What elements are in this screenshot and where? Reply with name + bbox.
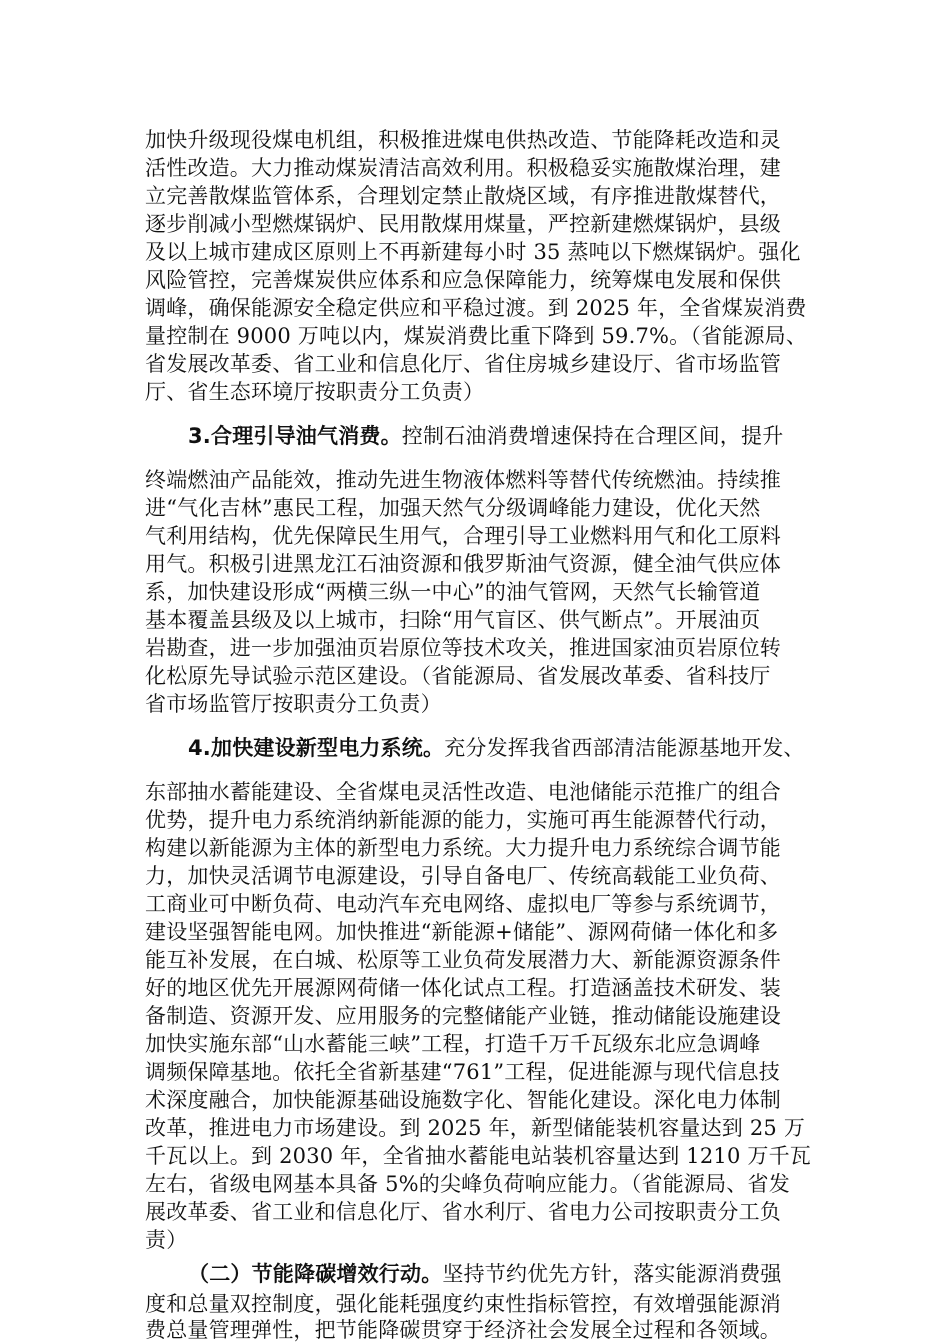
section-3-line: 气利用结构，优先保障民生用气，合理引导工业燃料用气和化工原料 [145,524,781,548]
section-4-line: 建设坚强智能电网。加快推进“新能源+储能”、源网荷储一体化和多 [145,920,779,944]
paragraph-1-line: 及以上城市建成区原则上不再新建每小时 35 蒸吨以下燃煤锅炉。强化 [145,240,801,264]
section-3-line: 用气。积极引进黑龙江石油资源和俄罗斯油气资源，健全油气供应体 [145,552,781,576]
section-2-line: 费总量管理弹性，把节能降碳贯穿于经济社会发展全过程和各领域。 [145,1318,781,1342]
section-4-first-line-text: 充分发挥我省西部清洁能源基地开发、 [444,736,805,760]
section-4-line: 好的地区优先开展源网荷储一体化试点工程。打造涵盖技术研发、装 [145,976,781,1000]
section-4-line: 东部抽水蓄能建设、全省煤电灵活性改造、电池储能示范推广的组合 [145,780,781,804]
section-4-line: 工商业可中断负荷、电动汽车充电网络、虚拟电厂等参与系统调节， [145,892,781,916]
section-2-line: 度和总量双控制度，强化能耗强度约束性指标管控，有效增强能源消 [145,1292,781,1316]
paragraph-1-line: 活性改造。大力推动煤炭清洁高效利用。积极稳妥实施散煤治理，建 [145,156,781,180]
section-4-line: 力，加快灵活调节电源建设，引导自备电厂、传统高载能工业负荷、 [145,864,781,888]
section-3-first-line [188,422,828,450]
section-3-heading: 3.合理引导油气消费。 [188,424,402,448]
section-4-line: 展改革委、省工业和信息化厅、省水利厅、省电力公司按职责分工负 [145,1200,781,1224]
section-4-heading: 4.加快建设新型电力系统。 [188,736,445,760]
section-2-first-line-text: 坚持节约优先方针，落实能源消费强 [442,1262,782,1286]
section-4-line: 加快实施东部“山水蓄能三峡”工程，打造千万千瓦级东北应急调峰 [145,1032,761,1056]
section-4-line: 术深度融合，加快能源基础设施数字化、智能化建设。深化电力体制 [145,1088,781,1112]
section-4-line: 调频保障基地。依托全省新基建“761”工程，促进能源与现代信息技 [145,1060,780,1084]
section-3-line: 进“气化吉林”惠民工程，加强天然气分级调峰能力建设，优化天然 [145,496,761,520]
paragraph-1-line: 加快升级现役煤电机组，积极推进煤电供热改造、节能降耗改造和灵 [145,128,781,152]
section-4-line: 备制造、资源开发、应用服务的完整储能产业链，推动储能设施建设 [145,1004,781,1028]
section-4-line: 左右，省级电网基本具备 5%的尖峰负荷响应能力。（省能源局、省发 [145,1172,790,1196]
paragraph-1-line: 厅、省生态环境厅按职责分工负责） [145,380,485,404]
section-4-line: 能互补发展，在白城、松原等工业负荷发展潜力大、新能源资源条件 [145,948,781,972]
paragraph-1-line: 风险管控，完善煤炭供应体系和应急保障能力，统筹煤电发展和保供 [145,268,781,292]
paragraph-1-line: 省发展改革委、省工业和信息化厅、省住房城乡建设厅、省市场监管 [145,352,781,376]
paragraph-1-line: 逐步削减小型燃煤锅炉、民用散煤用煤量，严控新建燃煤锅炉，县级 [145,212,781,236]
paragraph-1-line: 调峰，确保能源安全稳定供应和平稳过渡。到 2025 年，全省煤炭消费 [145,296,807,320]
section-4-line: 千瓦以上。到 2030 年，全省抽水蓄能电站装机容量达到 1210 万千瓦 [145,1144,811,1168]
section-2-heading: （二）节能降碳增效行动。 [188,1262,443,1286]
section-4-line: 改革，推进电力市场建设。到 2025 年，新型储能装机容量达到 25 万 [145,1116,806,1140]
section-3-line: 省市场监管厅按职责分工负责） [145,692,442,716]
section-4-line: 构建以新能源为主体的新型电力系统。大力提升电力系统综合调节能 [145,836,781,860]
section-3-line: 终端燃油产品能效，推动先进生物液体燃料等替代传统燃油。持续推 [145,468,781,492]
section-3-line: 岩勘查，进一步加强油页岩原位等技术攻关，推进国家油页岩原位转 [145,636,781,660]
section-3-line: 系，加快建设形成“两横三纵一中心”的油气管网，天然气长输管道 [145,580,761,604]
section-3-line: 化松原先导试验示范区建设。（省能源局、省发展改革委、省科技厅 [145,664,771,688]
section-3-first-line-text: 控制石油消费增速保持在合理区间，提升 [401,424,784,448]
paragraph-1-line: 立完善散煤监管体系，合理划定禁止散烧区域，有序推进散煤替代， [145,184,781,208]
section-3-line: 基本覆盖县级及以上城市，扫除“用气盲区、供气断点”。开展油页 [145,608,761,632]
paragraph-1-line: 量控制在 9000 万吨以内，煤炭消费比重下降到 59.7%。（省能源局、 [145,324,808,348]
section-4-line: 责） [145,1228,188,1252]
section-2-first-line [188,1260,828,1288]
section-4-line: 优势，提升电力系统消纳新能源的能力，实施可再生能源替代行动， [145,808,781,832]
section-4-first-line [188,734,828,762]
